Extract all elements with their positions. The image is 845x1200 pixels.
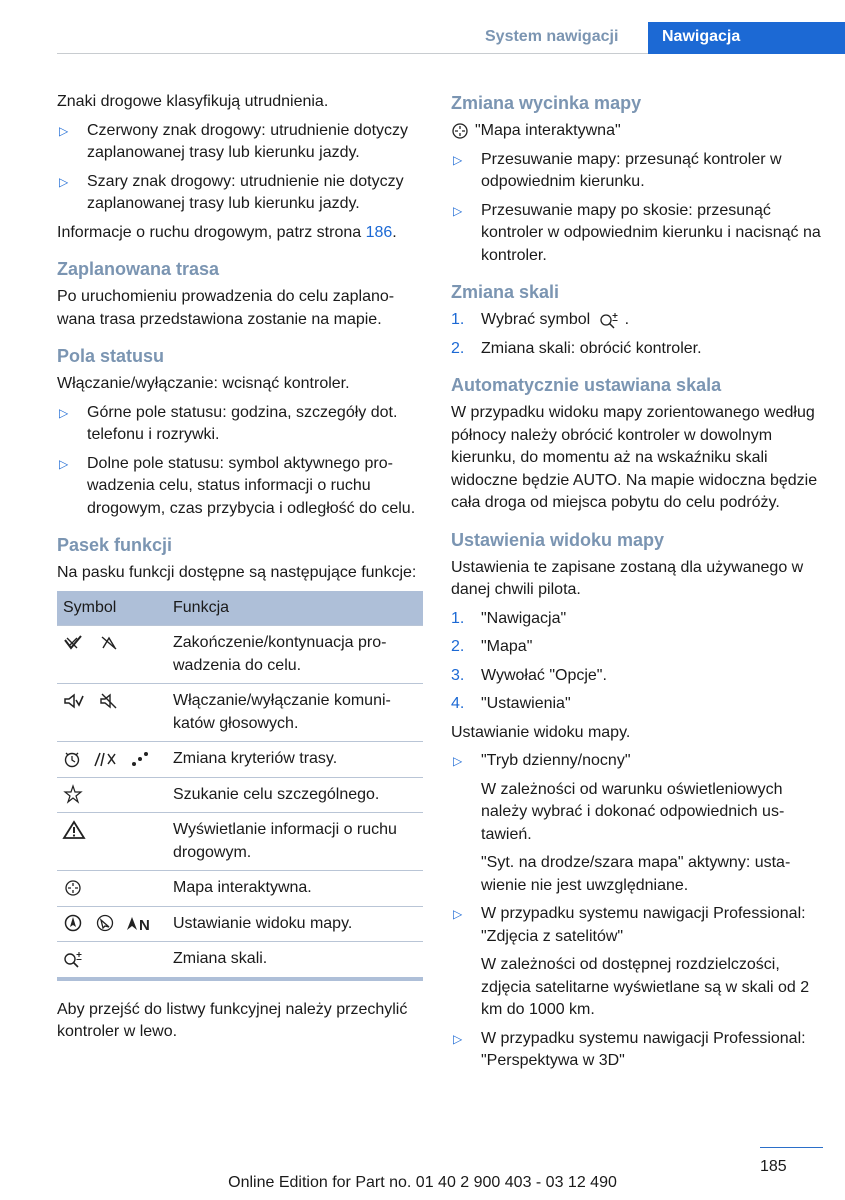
- header-chapter-label: Nawigacja: [662, 28, 741, 45]
- voice-off-icon: [99, 692, 121, 710]
- function-text: Ustawianie widoku mapy.: [167, 906, 423, 942]
- list-item: ▷ Przesuwanie mapy: przesunąć kontroler w odpowiednim kierunku.: [453, 150, 782, 190]
- triangle-bullet-icon: ▷: [453, 907, 463, 921]
- heading-change-scale: Zmiana skali: [451, 282, 560, 302]
- function-text: Włączanie/wyłączanie komunikatów głosowych.: [167, 684, 423, 742]
- function-text: Mapa interaktywna.: [167, 871, 423, 907]
- list-item: 3. Wywołać "Opcje".: [451, 666, 607, 684]
- list-item: 2. "Mapa": [451, 638, 533, 655]
- outro-text: Aby przejść do listwy funkcyjnej należy przechylić kontroler w lewo.: [57, 1000, 408, 1040]
- list-item: ▷ Górne pole statusu: godzina, szczegóły dot. telefonu i rozrywki.: [59, 403, 398, 443]
- function-text: Wyświetlanie informacji o ruchu drogowym.: [167, 813, 423, 871]
- traffic-warning-icon: [63, 821, 85, 839]
- function-text: Szukanie celu szczególnego.: [167, 777, 423, 813]
- triangle-bullet-icon: ▷: [59, 123, 69, 138]
- list-item: ▷ W przypadku systemu nawigacji Professional: "Zdjęcia z satelitów": [453, 905, 806, 945]
- table-row: [57, 684, 423, 742]
- triangle-bullet-icon: ▷: [453, 203, 463, 218]
- route-dots-icon: [130, 750, 150, 768]
- view-text: Ustawienia te zapisane zostaną dla używanego w danej chwili pilota.: [451, 558, 804, 598]
- svg-text:N: N: [138, 917, 150, 935]
- table-row: [57, 777, 423, 813]
- triangle-bullet-icon: ▷: [59, 456, 69, 471]
- interactive-map-icon: [63, 879, 83, 897]
- table-row: [57, 626, 423, 684]
- indented-text: W zależności od dostępnej rozdzielczości, zdjęcia satelitarne wyświetlane są w skali od 2 km do 1000 km.: [481, 956, 810, 1018]
- list-item: 1. "Nawigacja": [451, 609, 567, 627]
- right-column: [451, 91, 823, 1079]
- map-section-item: "Mapa interaktywna": [451, 120, 823, 143]
- zoom-scale-icon: [63, 950, 85, 968]
- indented-text: W zależności od warunku oświetleniowych należy wybrać i dokonać odpowiednich ustawień.: [481, 780, 785, 843]
- triangle-bullet-icon: ▷: [59, 174, 69, 189]
- heading-auto-scale: Automatycznie ustawiana skala: [451, 375, 722, 395]
- triangle-bullet-icon: ▷: [59, 405, 69, 420]
- table-row: [57, 871, 423, 907]
- table-row: [57, 813, 423, 871]
- footer-text: Online Edition for Part no. 01 40 2 900 403 - 03 12 490: [228, 1174, 617, 1191]
- header-chapter-tab: [648, 22, 845, 54]
- route-road-icon: [93, 750, 119, 768]
- function-text: Zakończenie/kontynuacja prowadzenia do celu.: [167, 626, 423, 684]
- list-item: ▷ Przesuwanie mapy po skosie: przesunąć kontroler w odpowiednim kierunku i nacisnąć na kontroler.: [453, 201, 821, 264]
- auto-scale-text: W przypadku widoku mapy zorientowanego według północy należy obrócić kontroler w dowolnym kierunku, do momentu aż na wskaźniku skali widoczne będzie AUTO. Na mapie widoczna będzie cała droga od miejsca pobytu do celu podróży.: [451, 404, 818, 511]
- table-row: [57, 742, 423, 778]
- indented-text: "Syt. na drodze/szara mapa" aktywny: ustawienie nie jest uwzględniane.: [481, 854, 791, 894]
- interactive-map-icon: [451, 122, 471, 140]
- page-link[interactable]: 186: [365, 223, 393, 241]
- traffic-reference: Informacje o ruchu drogowym, patrz strona 186.: [57, 223, 397, 241]
- page-number: 185: [760, 1158, 787, 1175]
- guidance-off-icon: [99, 634, 121, 652]
- triangle-bullet-icon: ▷: [453, 754, 463, 768]
- heading-function-bar: Pasek funkcji: [57, 535, 173, 555]
- heading-map-view-settings: Ustawienia widoku mapy: [451, 529, 665, 550]
- heading-map-section: Zmiana wycinka mapy: [451, 93, 642, 113]
- heading-status-fields: Pola statusu: [57, 346, 165, 366]
- list-item: 4. "Ustawienia": [451, 695, 571, 712]
- compass-icon: [63, 914, 83, 932]
- function-text: Zmiana skali.: [167, 942, 423, 979]
- funcbar-text: Na pasku funkcji dostępne są następujące funkcje:: [57, 564, 417, 581]
- route-text: Po uruchomieniu prowadzenia do celu zaplanowana trasa przedstawiona zostanie na mapie.: [57, 288, 395, 328]
- function-text: Zmiana kryteriów trasy.: [167, 742, 423, 778]
- status-text: Włączanie/wyłączanie: wcisnąć kontroler.: [57, 375, 350, 392]
- table-header: [57, 591, 423, 626]
- header-section-title: System nawigacji: [485, 28, 619, 45]
- table-row: [57, 942, 423, 979]
- left-column: [57, 91, 427, 1050]
- view-set-text: Ustawianie widoku mapy.: [451, 723, 631, 741]
- poi-star-icon: [63, 785, 83, 803]
- list-item: ▷ W przypadku systemu nawigacji Professional: "Perspektywa w 3D": [453, 1029, 806, 1069]
- list-item: 2. Zmiana skali: obrócić kontroler.: [451, 339, 702, 357]
- zoom-scale-icon: [599, 311, 621, 329]
- col-symbol-header: Symbol: [57, 591, 167, 626]
- list-item: ▷ Szary znak drogowy: utrudnienie nie dotyczy zaplanowanej trasy lub kierunku jazdy.: [59, 172, 404, 212]
- guidance-on-icon: [63, 634, 85, 652]
- intro-text: Znaki drogowe klasyfikują utrudnienia.: [57, 93, 329, 110]
- table-row: [57, 906, 423, 942]
- list-item: ▷ Czerwony znak drogowy: utrudnienie dotyczy zaplanowanej trasy lub kierunku jazdy.: [59, 121, 409, 161]
- north-up-icon: [126, 914, 154, 935]
- function-table: [57, 591, 423, 981]
- list-item: 1. Wybrać symbol .: [451, 311, 630, 328]
- route-clock-icon: [63, 750, 83, 768]
- list-item: ▷ Dolne pole statusu: symbol aktywnego prowadzenia celu, status informacji o ruchu drogowym, czas przybycia i odległość do celu.: [59, 454, 416, 517]
- col-function-header: Funkcja: [167, 591, 423, 626]
- triangle-bullet-icon: ▷: [453, 1031, 463, 1046]
- list-item: ▷ "Tryb dzienny/nocny": [451, 750, 823, 773]
- page-number-rule: [760, 1147, 823, 1148]
- compass-alt-icon: [95, 914, 115, 932]
- voice-on-icon: [63, 692, 85, 710]
- heading-planned-route: Zaplanowana trasa: [57, 259, 220, 279]
- triangle-bullet-icon: ▷: [453, 152, 463, 167]
